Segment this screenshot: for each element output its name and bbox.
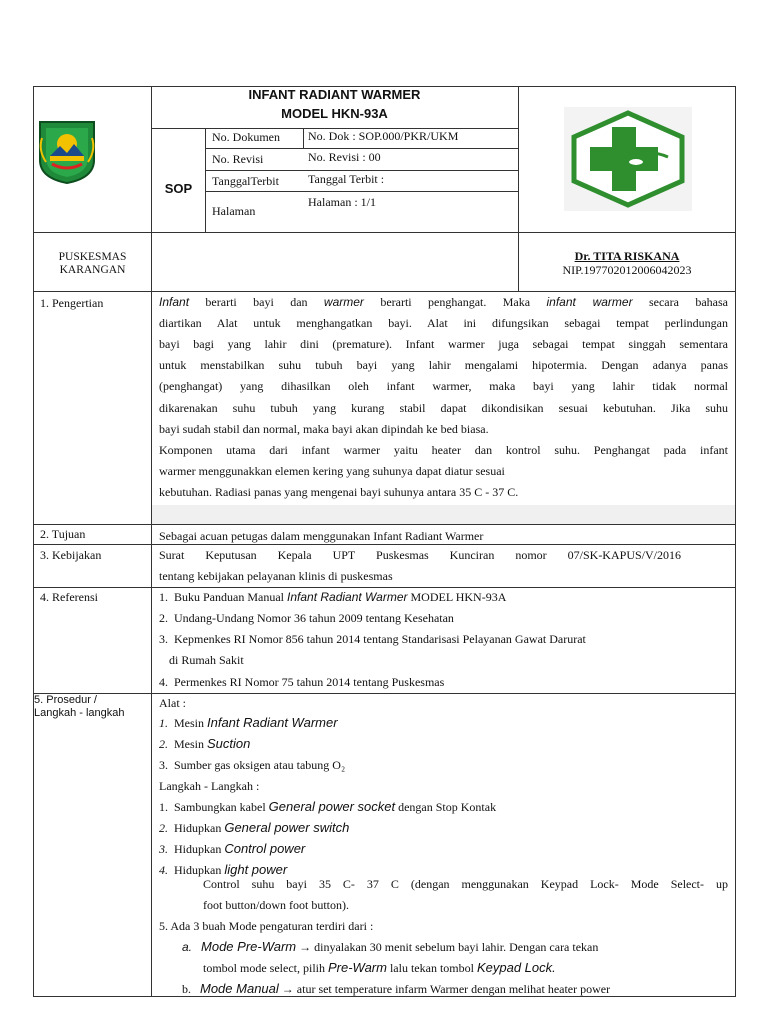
pengertian-term-infant: Infant (159, 295, 190, 309)
alat-text-2a: Mesin (174, 737, 207, 751)
pengertian-line-7: bayi sudah stabil dan normal, maka bayi akan dipindah ke bed biasa. (159, 422, 489, 436)
kebijakan-line-1: Surat Keputusan Kepala UPT Puskesmas Kunciran nomor 07/SK-KAPUS/V/2016 (159, 548, 681, 562)
divider-header-bottom (33, 232, 736, 233)
langkah-num-3: 3. (159, 842, 168, 856)
langkah-text-2a: Hidupkan (174, 821, 225, 835)
mode-a2-keypad: Keypad Lock. (476, 960, 556, 975)
row-divider-3 (33, 587, 736, 588)
referensi-text-2: Undang-Undang Nomor 36 tahun 2009 tentang Kesehatan (174, 611, 454, 625)
mode-b-line-1 (182, 982, 728, 996)
langkah-item-3 (159, 842, 305, 856)
head-name: Dr. TITA RISKANA (574, 249, 680, 263)
langkah-text-1c: dengan Stop Kontak (395, 800, 497, 814)
langkah-item-4 (159, 863, 287, 877)
control-line-1: Control suhu bayi 35 C- 37 C (dengan menggunakan Keypad Lock- Mode Select- up (203, 877, 728, 891)
puskesmas-logo-icon (564, 107, 692, 211)
section-label-pengertian: 1. Pengertian (40, 296, 104, 310)
arrow-right-icon: → (281, 982, 294, 996)
pengertian-text-b: berarti penghangat. Maka (363, 295, 547, 309)
pengertian-line-6: dikarenakan suhu tubuh yang kurang stabil dapat dikondisikan sesuai kebutuhan. Jika suhu (159, 401, 728, 415)
alat-title: Alat : (159, 696, 186, 710)
alat-text-1a: Mesin (174, 716, 207, 730)
pengertian-term-warmer: warmer (323, 295, 364, 309)
border-left (33, 86, 34, 997)
langkah-text-3a: Hidupkan (174, 842, 225, 856)
border-bottom (33, 996, 736, 997)
divider-meta2 (205, 170, 518, 171)
referensi-text-1a: Buku Panduan Manual (174, 590, 287, 604)
pengertian-line-8: Komponen utama dari infant warmer yaitu heater dan kontrol suhu. Penghangat pada infant (159, 443, 728, 457)
regional-logo-icon (34, 116, 100, 186)
sop-label: SOP (164, 181, 193, 196)
row-divider-4 (33, 693, 736, 694)
meta-value-dokumen: No. Dok : SOP.000/PKR/UKM (308, 129, 459, 143)
body-divider-v (151, 291, 152, 997)
alat-text-1b: Infant Radiant Warmer (207, 715, 338, 730)
control-line-2: foot button/down foot button). (203, 898, 349, 912)
referensi-num-1: 1. (159, 590, 168, 604)
langkah-text-2b: General power switch (224, 820, 350, 835)
mode-a-letter: a. (182, 940, 193, 954)
alat-num-1: 1. (159, 716, 168, 730)
referensi-item-1 (159, 590, 506, 604)
meta-label-halaman: Halaman (212, 204, 256, 218)
row-divider-1 (33, 524, 736, 525)
tujuan-text: Sebagai acuan petugas dalam menggunakan Infant Radiant Warmer (159, 529, 484, 543)
mode-a-line-2 (203, 961, 556, 975)
referensi-item-3 (159, 632, 586, 646)
meta-label-revisi: No. Revisi (212, 152, 264, 166)
divider-meta1 (205, 148, 518, 149)
alat-text-3: Sumber gas oksigen atau tabung O₂ (174, 758, 346, 772)
langkah-text-1a: Sambungkan kabel (174, 800, 269, 814)
alat-item-2 (159, 737, 250, 751)
langkah-num-2: 2. (159, 821, 168, 835)
pengertian-term-infant-warmer: infant warmer (546, 295, 633, 309)
pengertian-line-10: kebutuhan. Radiasi panas yang mengenai bayi suhunya antara 35 C - 37 C. (159, 485, 519, 499)
doc-title-line2: MODEL HKN-93A (281, 106, 388, 121)
pengertian-text-c: secara bahasa (632, 295, 728, 309)
meta-value-halaman: Halaman : 1/1 (308, 195, 376, 209)
arrow-right-icon: → (299, 940, 312, 954)
referensi-num-2: 2. (159, 611, 168, 625)
alat-num-3: 3. (159, 758, 168, 772)
langkah-text-4a: Hidupkan (174, 863, 225, 877)
langkah-num-1: 1. (159, 800, 168, 814)
alat-text-2b: Suction (207, 736, 251, 751)
langkah-item-2 (159, 821, 349, 835)
pengertian-line-2: diartikan Alat untuk menghangatkan bayi. Alat ini difungsikan sebagai tempat perlindungan (159, 316, 728, 330)
referensi-item-3-cont: di Rumah Sakit (169, 653, 244, 667)
langkah-text-4b: light power (224, 862, 288, 877)
mode-a2-text-2: lalu tekan tombol (386, 961, 477, 975)
divider-sop (205, 128, 206, 232)
divider-meta3 (205, 191, 518, 192)
meta-value-revisi: No. Revisi : 00 (308, 150, 381, 164)
org-name-line1: PUSKESMAS (58, 251, 127, 263)
border-right (735, 86, 736, 997)
mode-b-text: atur set temperature infarm Warmer dengan melihat heater power (293, 982, 611, 996)
pengertian-line-5: (penghangat) yang dihasilkan oleh infant warmer, maka bayi yang lahir tidak normal (159, 379, 728, 393)
langkah-title: Langkah - Langkah : (159, 779, 260, 793)
referensi-text-1b: Infant Radiant Warmer (287, 590, 408, 604)
referensi-item-2 (159, 611, 454, 625)
mode-intro: 5. Ada 3 buah Mode pengaturan terdiri dari : (159, 919, 374, 933)
head-nip: NIP.197702012006042023 (562, 263, 692, 277)
referensi-num-4: 4. (159, 675, 168, 689)
meta-split-1 (303, 128, 304, 148)
pengertian-text-a: berarti bayi dan (189, 295, 324, 309)
pengertian-shade (152, 505, 735, 524)
meta-label-terbit: TanggalTerbit (212, 174, 279, 188)
section-label-prosedur-2: Langkah - langkah (34, 707, 125, 719)
row-divider-2 (33, 544, 736, 545)
referensi-item-4 (159, 675, 444, 689)
doc-title-line1: INFANT RADIANT WARMER (248, 87, 421, 102)
meta-value-terbit: Tanggal Terbit : (308, 172, 385, 186)
langkah-num-4: 4. (159, 863, 168, 877)
mode-a2-text-1: tombol mode select, pilih (203, 961, 328, 975)
org-name-line2: KARANGAN (59, 264, 126, 276)
alat-item-1 (159, 716, 338, 730)
section-label-kebijakan: 3. Kebijakan (40, 548, 102, 562)
referensi-num-3: 3. (159, 632, 168, 646)
divider-org-bottom (33, 291, 736, 292)
mode-b-letter: b. (182, 982, 191, 996)
mode-a2-prewarm: Pre-Warm (327, 960, 387, 975)
alat-item-3 (159, 758, 345, 772)
mode-a-name: Mode Pre-Warm (201, 939, 297, 954)
langkah-text-1b: General power socket (268, 799, 396, 814)
referensi-text-3: Kepmenkes RI Nomor 856 tahun 2014 tentang Standarisasi Pelayanan Gawat Darurat (174, 632, 586, 646)
alat-num-2: 2. (159, 737, 168, 751)
pengertian-line-1 (159, 295, 728, 309)
mode-a-text: dinyalakan 30 menit sebelum bayi lahir. Dengan cara tekan (311, 940, 599, 954)
section-label-prosedur-1: 5. Prosedur / (34, 694, 97, 706)
pengertian-line-4: untuk menstabilkan suhu tubuh bayi yang lahir mengalami hipotermia. Dengan adanya panas (159, 358, 728, 372)
referensi-text-1c: MODEL HKN-93A (407, 590, 507, 604)
pengertian-line-9: warmer menggunakkan elemen kering yang suhunya dapat diatur sesuai (159, 464, 505, 478)
referensi-text-4: Permenkes RI Nomor 75 tahun 2014 tentang Puskesmas (174, 675, 445, 689)
kebijakan-line-2: tentang kebijakan pelayanan klinis di puskesmas (159, 569, 393, 583)
section-label-tujuan: 2. Tujuan (40, 527, 86, 541)
langkah-text-3b: Control power (224, 841, 306, 856)
meta-label-dokumen: No. Dokumen (212, 130, 280, 144)
mode-a-line-1 (182, 940, 728, 954)
pengertian-line-3: bayi bagi yang lahir dini (premature). Infant warmer juga sebagai tempat singgah sementara (159, 337, 728, 351)
section-label-referensi: 4. Referensi (40, 590, 98, 604)
langkah-item-1 (159, 800, 496, 814)
mode-b-name: Mode Manual (200, 981, 279, 996)
